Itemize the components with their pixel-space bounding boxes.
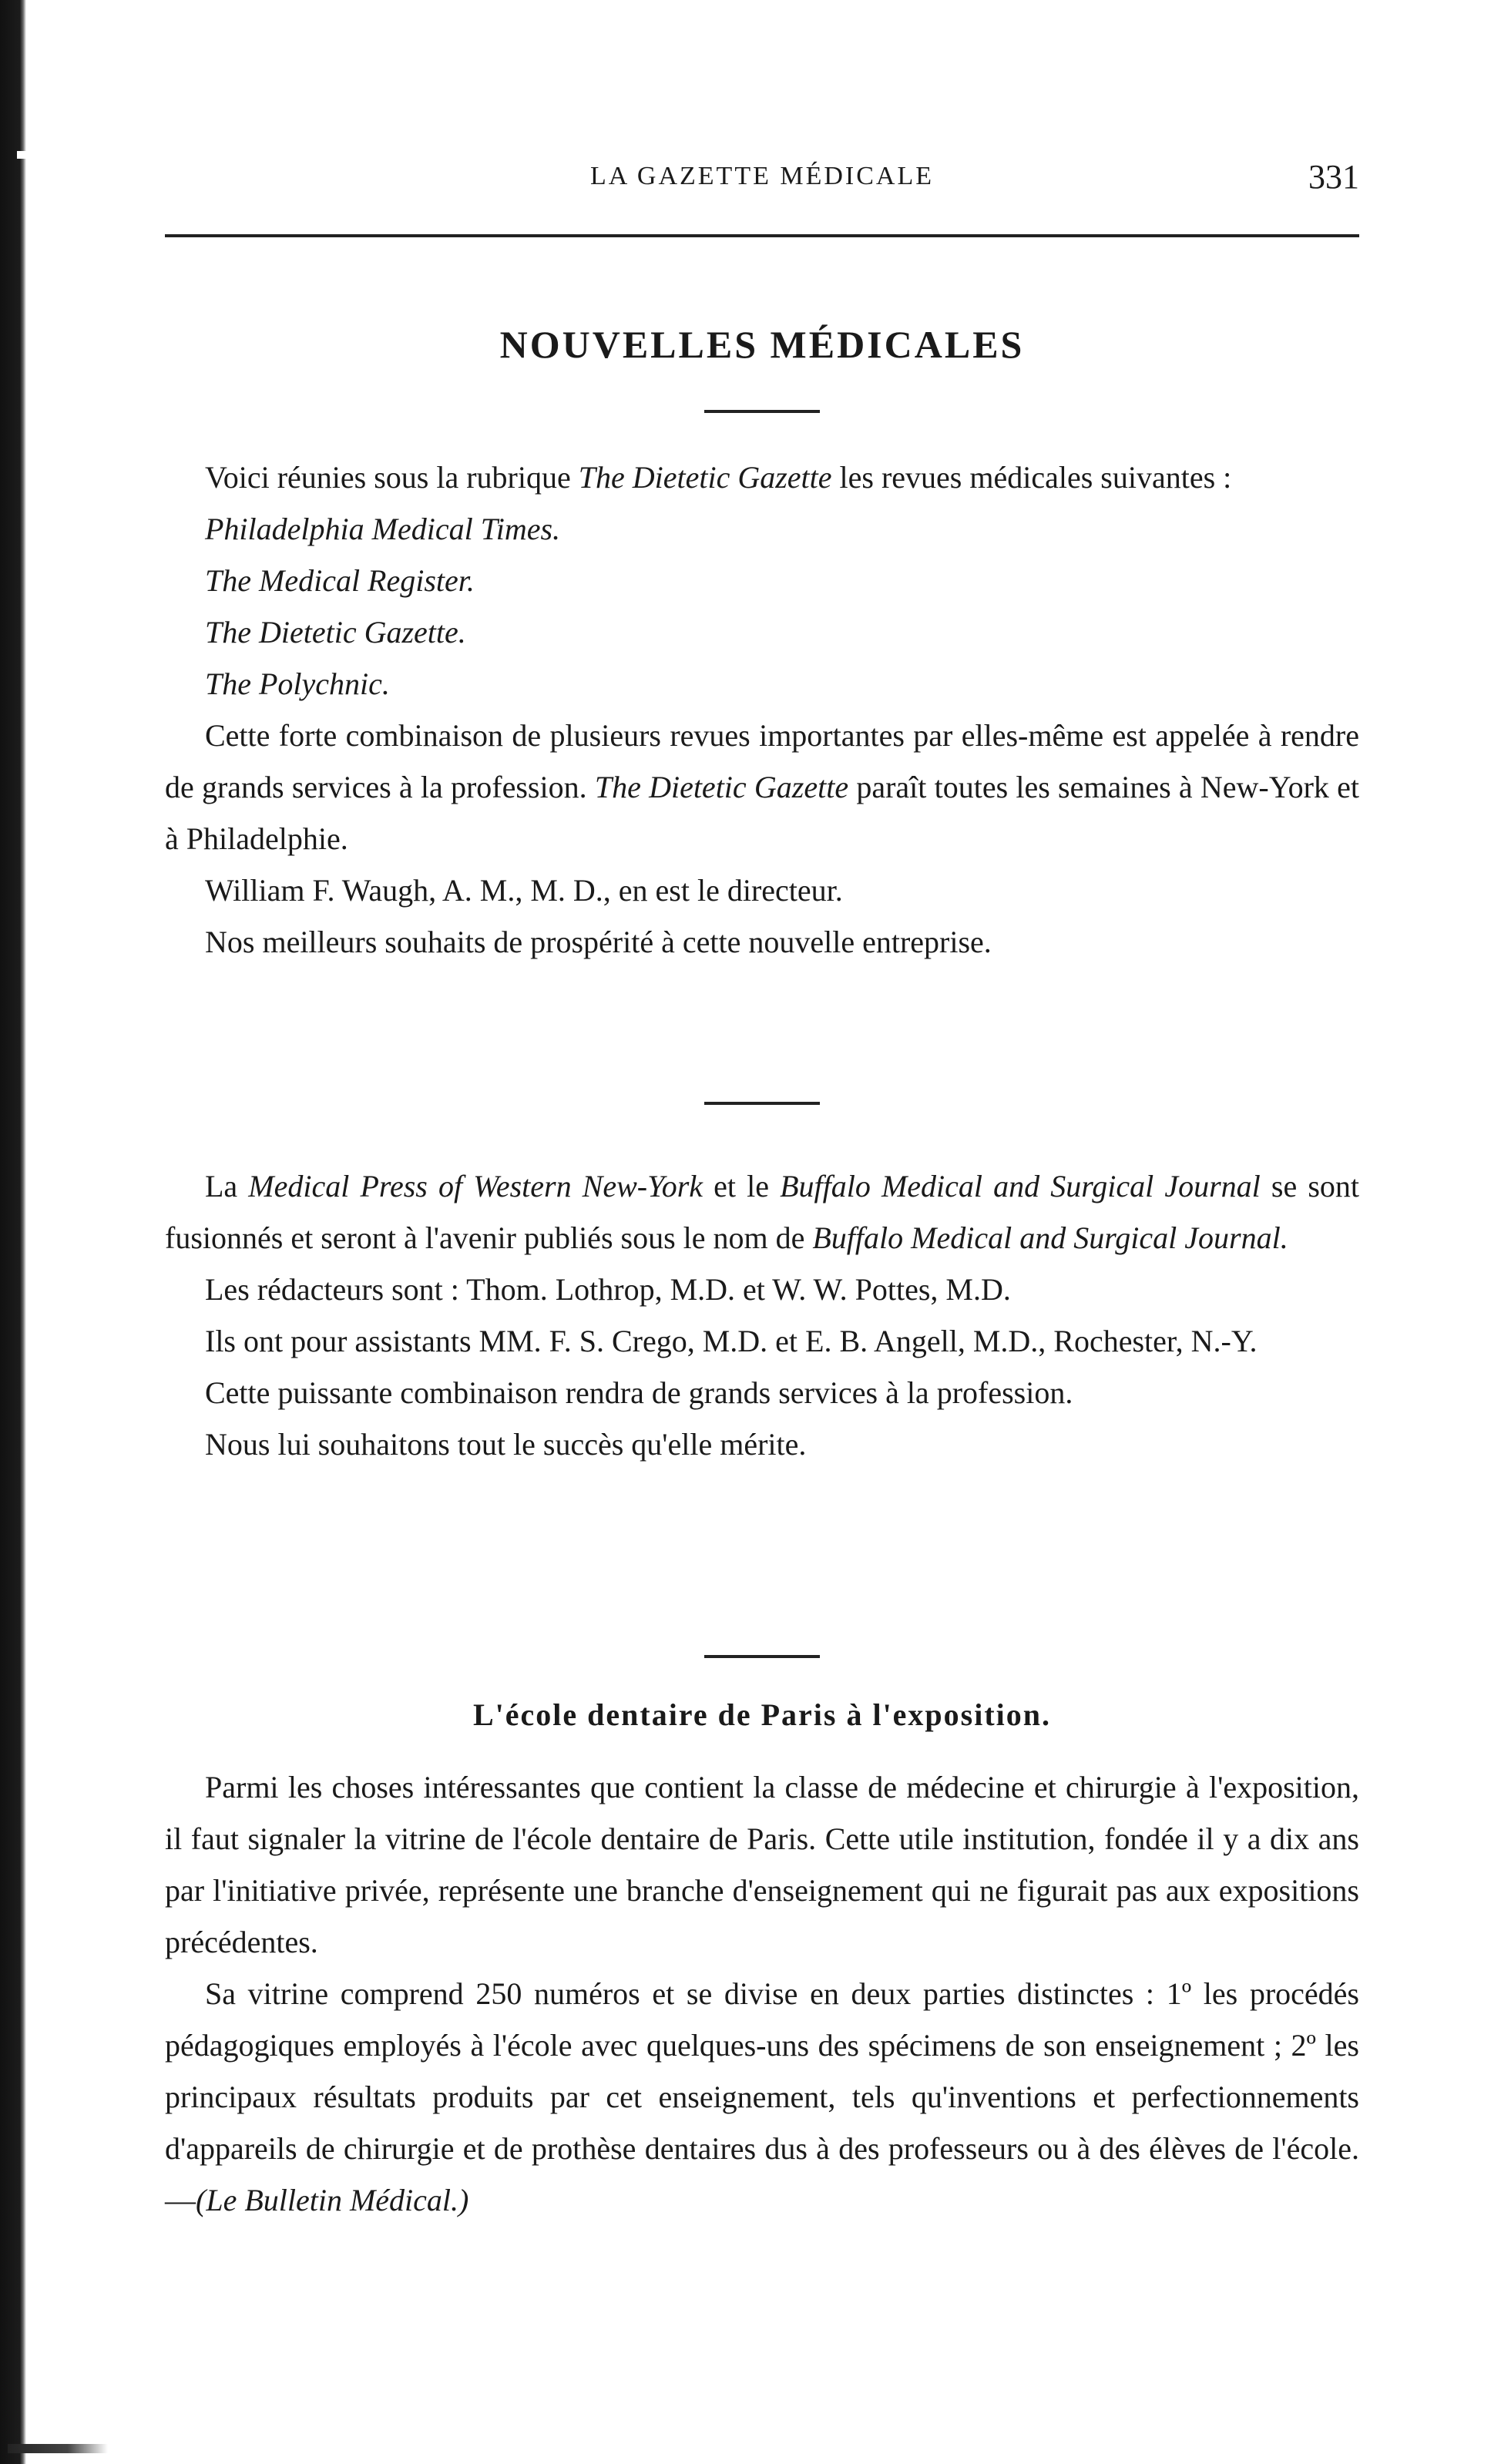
separator-rule (704, 1655, 820, 1658)
book-spine-edge (0, 0, 26, 2464)
intro-paragraph (165, 452, 1359, 503)
journal-title: Buffalo Medical and Surgical Journal (780, 1169, 1261, 1203)
journal-item: The Polychnic. (205, 666, 390, 701)
services-paragraph: Cette puissante combinaison rendra de grands services à la profession. (205, 1375, 1073, 1410)
page-number: 331 (1308, 158, 1359, 196)
scan-edge-mark (8, 2444, 108, 2453)
section-title-ecole-dentaire: L'école dentaire de Paris à l'exposition. (472, 1697, 1052, 1732)
section-buffalo-body (165, 1160, 1359, 1470)
paragraph-text: La (205, 1169, 249, 1203)
source-citation: (Le Bulletin Médical.) (196, 2183, 469, 2217)
section-nouvelles-body (165, 452, 1359, 968)
combination-paragraph (165, 710, 1359, 864)
assistants-paragraph: Ils ont pour assistants MM. F. S. Crego, M.D. et E. B. Angell, M.D., Rochester, N.-Y. (205, 1324, 1258, 1358)
intro-text-end: les revues médicales suivantes : (831, 460, 1232, 495)
separator-rule (704, 1102, 820, 1105)
separator-rule (704, 410, 820, 413)
header-rule (165, 234, 1359, 237)
journal-title: Medical Press of Western New-York (248, 1169, 703, 1203)
paragraph-text: Sa vitrine comprend 250 numéros et se divise en deux parties distinctes : 1º les procédés pédagogiques employés à l'école avec quelques-uns des spécimens de son enseignement ; 2º les principaux résultats produits par cet enseignement, tels qu'inventions et perfectionnements d'appareils de chirurgie et de prothèse dentaires dus à des professeurs ou à des élèves de l'école.— (165, 1976, 1359, 2217)
section-title-nouvelles: NOUVELLES MÉDICALES (499, 323, 1025, 366)
vitrine-paragraph (165, 1968, 1359, 2226)
merger-paragraph (165, 1160, 1359, 1264)
running-title: LA GAZETTE MÉDICALE (589, 162, 935, 190)
journal-item: The Medical Register. (205, 563, 475, 598)
paragraph-text: se sont fusionnés et seront à l'avenir publiés sous le nom de (165, 1169, 1360, 1255)
editors-paragraph: Les rédacteurs sont : Thom. Lothrop, M.D. et W. W. Pottes, M.D. (205, 1272, 1011, 1307)
paragraph-text: et le (703, 1169, 781, 1203)
paragraph-text: Cette forte combinaison de plusieurs revues importantes par elles-même est appelée à rendre de grands services à la profession. (165, 718, 1359, 804)
journal-title: Buffalo Medical and Surgical Journal. (812, 1220, 1288, 1255)
section-ecole-body (165, 1761, 1359, 2226)
spine-mark (17, 151, 26, 159)
wishes-paragraph: Nos meilleurs souhaits de prospérité à cette nouvelle entreprise. (205, 925, 992, 959)
running-head (165, 158, 1359, 200)
journal-item: The Dietetic Gazette. (205, 615, 466, 650)
journal-title: The Dietetic Gazette (578, 460, 832, 495)
director-paragraph: William F. Waugh, A. M., M. D., en est le directeur. (205, 873, 843, 908)
paragraph-text-end: paraît toutes les semaines à New-York et à Philadelphie. (165, 770, 1360, 856)
success-paragraph: Nous lui souhaitons tout le succès qu'elle mérite. (205, 1427, 807, 1462)
exposition-paragraph: Parmi les choses intéressantes que contient la classe de médecine et chirurgie à l'exposition, il faut signaler la vitrine de l'école dentaire de Paris. Cette utile institution, fondée il y a dix ans par l'initiative privée, représente une branche d'enseignement qui ne figurait pas aux expositions précédentes. (165, 1770, 1359, 1959)
journal-item: Philadelphia Medical Times. (205, 512, 561, 546)
journal-title: The Dietetic Gazette (594, 770, 849, 804)
intro-text: Voici réunies sous la rubrique (205, 460, 579, 495)
